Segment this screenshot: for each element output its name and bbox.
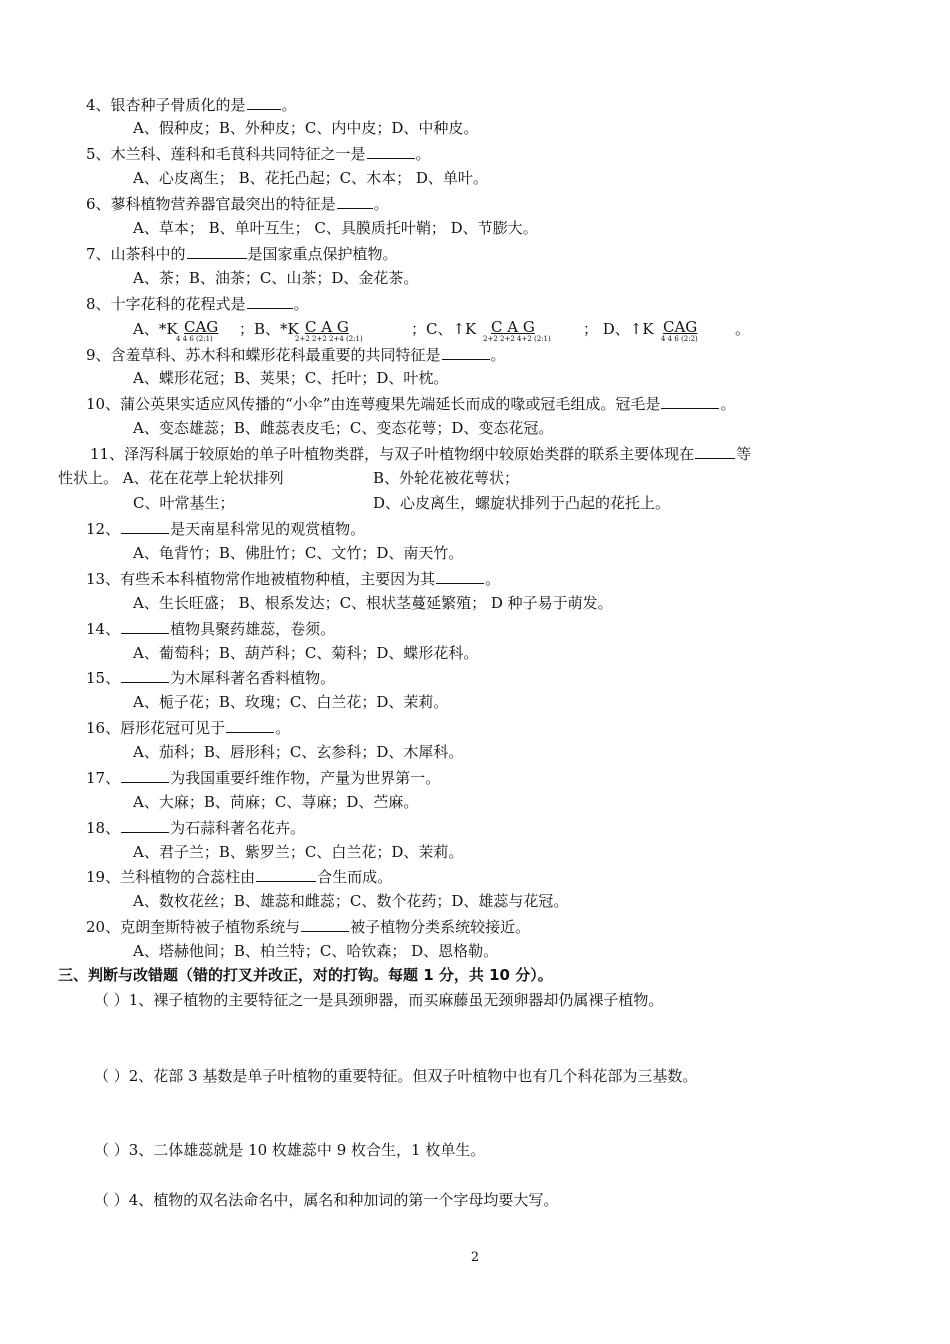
question-text: 为木犀科著名香料植物。 [170,669,336,687]
option-c: C、叶常基生； [133,494,235,512]
formula-option-b-sub: 2+2 2+2 2+4 (2:1) [295,335,363,343]
options-17: A、大麻；B、苘麻；C、荨麻；D、苎麻。 [133,793,419,811]
question-text: 19、兰科植物的合蕊柱由 [86,868,256,886]
options-18: A、君子兰；B、紫罗兰；C、白兰花；D、茉莉。 [133,843,464,861]
options-16: A、茄科；B、唇形科；C、玄参科；D、木犀科。 [133,743,464,761]
question-text: 为我国重要纤维作物，产量为世界第一。 [170,769,441,787]
option-d: D、心皮离生，螺旋状排列于凸起的花托上。 [373,494,671,512]
answer-blank [121,618,169,634]
question-20 [86,916,530,937]
question-text: 植物具聚药雄蕊，卷须。 [170,620,336,638]
formula-option-a-sub: 4 4 6 (2:1) [176,335,213,343]
options-6: A、草本； B、单叶互生； C、具膜质托叶鞘； D、节膨大。 [133,219,538,237]
question-text: 性状上。 [58,469,119,487]
question-11 [90,443,751,464]
question-11-line2 [58,468,284,488]
formula-end: 。 [735,320,751,338]
question-text: 。 [373,195,389,213]
question-text: 9、含羞草科、苏木科和蝶形花科最重要的共同特征是 [86,346,441,364]
answer-blank [121,767,169,783]
answer-blank [121,667,169,683]
answer-blank [121,518,169,534]
question-text: 被子植物分类系统较接近。 [350,918,531,936]
option-b: B、外轮花被花萼状； [373,469,520,487]
formula-option-d-sub: 4 4 6 (2:2) [661,335,698,343]
answer-blank [661,393,719,409]
question-text: 是国家重点保护植物。 [247,245,398,263]
question-text: 等 [736,445,752,463]
question-text: 10、蒲公英果实适应风传播的“小伞”由连萼瘦果先端延长而成的喙或冠毛组成。冠毛是 [86,395,661,413]
answer-blank [121,817,169,833]
question-text: 。 [720,395,736,413]
question-5 [86,143,431,164]
question-9 [86,344,506,365]
question-text: 。 [281,96,297,114]
question-text: 17、 [86,769,121,787]
answer-blank [247,293,293,309]
formula-option-a-label: A、*K [133,320,178,338]
formula-option-b-main: C A G [305,318,349,336]
options-7: A、茶；B、油茶；C、山茶；D、金花茶。 [133,269,419,287]
options-15: A、栀子花；B、玫瑰；C、白兰花；D、茉莉。 [133,693,449,711]
true-false-item-4: （ ）4、植物的双名法命名中，属名和种加词的第一个字母均要大写。 [94,1191,559,1209]
question-18 [86,817,305,838]
answer-blank [436,568,484,584]
question-text: 15、 [86,669,121,687]
question-7 [86,243,398,264]
question-4 [86,94,297,115]
formula-option-d-label: ； D、↑K [583,320,654,338]
question-text: 是天南星科常见的观赏植物。 [170,520,366,538]
formula-option-c-sub: 2+2 2+2 4+2 (2:1) [483,335,551,343]
question-text: 。 [485,570,501,588]
answer-blank [226,717,274,733]
question-text: 5、木兰科、莲科和毛茛科共同特征之一是 [86,145,366,163]
question-text: 7、山茶科中的 [86,245,186,263]
answer-blank [367,143,415,159]
options-13: A、生长旺盛； B、根系发达；C、根状茎蔓延繁殖； D 种子易于萌发。 [133,594,613,612]
answer-blank [247,94,281,110]
question-text: 6、蓼科植物营养器官最突出的特征是 [86,195,336,213]
options-14: A、葡萄科；B、葫芦科；C、菊科；D、蝶形花科。 [133,644,479,662]
question-text: 为石蒜科著名花卉。 [170,819,306,837]
question-text: 合生而成。 [317,868,393,886]
question-text: 。 [293,295,309,313]
answer-blank [187,243,247,259]
option-a: A、花在花葶上轮状排列 [122,469,284,487]
options-9: A、蝶形花冠；B、荚果；C、托叶；D、叶枕。 [133,369,449,387]
question-text: 。 [490,346,506,364]
question-17 [86,767,440,788]
options-10: A、变态雄蕊；B、雌蕊表皮毛；C、变态花萼；D、变态花冠。 [133,419,554,437]
options-19: A、数枚花丝；B、雄蕊和雌蕊；C、数个花药；D、雄蕊与花冠。 [133,892,569,910]
true-false-item-3: （ ）3、二体雄蕊就是 10 枚雄蕊中 9 枚合生，1 枚单生。 [94,1141,486,1159]
options-5: A、心皮离生； B、花托凸起；C、木本； D、单叶。 [133,169,488,187]
answer-blank [337,193,373,209]
true-false-item-1: （ ）1、裸子植物的主要特征之一是具颈卵器，而买麻藤虽无颈卵器却仍属裸子植物。 [94,991,664,1009]
section-3-title: 三、判断与改错题（错的打叉并改正，对的打钩。每题 1 分，共 10 分）。 [58,966,553,984]
question-text: 11、泽泻科属于较原始的单子叶植物类群，与双子叶植物纲中较原始类群的联系主要体现在 [90,445,695,463]
options-12: A、龟背竹；B、佛肚竹；C、文竹；D、南天竹。 [133,544,464,562]
question-13 [86,568,500,589]
question-14 [86,618,335,639]
question-text: 4、银杏种子骨质化的是 [86,96,246,114]
question-6 [86,193,389,214]
question-text: 18、 [86,819,121,837]
question-text: 16、唇形花冠可见于 [86,719,226,737]
answer-blank [256,866,316,882]
true-false-item-2: （ ）2、花部 3 基数是单子叶植物的重要特征。但双子叶植物中也有几个科花部为三基数。 [94,1067,698,1085]
answer-blank [301,916,349,932]
question-15 [86,667,335,688]
question-text: 12、 [86,520,121,538]
formula-option-a-main: CAG [184,318,219,336]
question-text: 。 [415,145,431,163]
formula-option-d-main: CAG [663,318,698,336]
formula-option-c-main: C A G [491,318,535,336]
page-number: 2 [470,1250,480,1265]
question-19 [86,866,392,887]
question-text: 14、 [86,620,121,638]
formula-option-c-label: ；C、↑K [411,320,477,338]
question-text: 13、有些禾本科植物常作地被植物种植，主要因为其 [86,570,436,588]
question-text: 。 [275,719,291,737]
formula-option-b-label: ；B、*K [239,320,299,338]
options-20: A、塔赫他间；B、柏兰特；C、哈钦森； D、恩格勒。 [133,942,499,960]
options-4: A、假种皮；B、外种皮；C、内中皮；D、中种皮。 [133,119,479,137]
question-8 [86,293,309,314]
question-text: 20、克朗奎斯特被子植物系统与 [86,918,301,936]
question-text: 8、十字花科的花程式是 [86,295,246,313]
answer-blank [695,443,735,459]
question-16 [86,717,290,738]
answer-blank [442,344,490,360]
question-12 [86,518,365,539]
question-10 [86,393,735,414]
